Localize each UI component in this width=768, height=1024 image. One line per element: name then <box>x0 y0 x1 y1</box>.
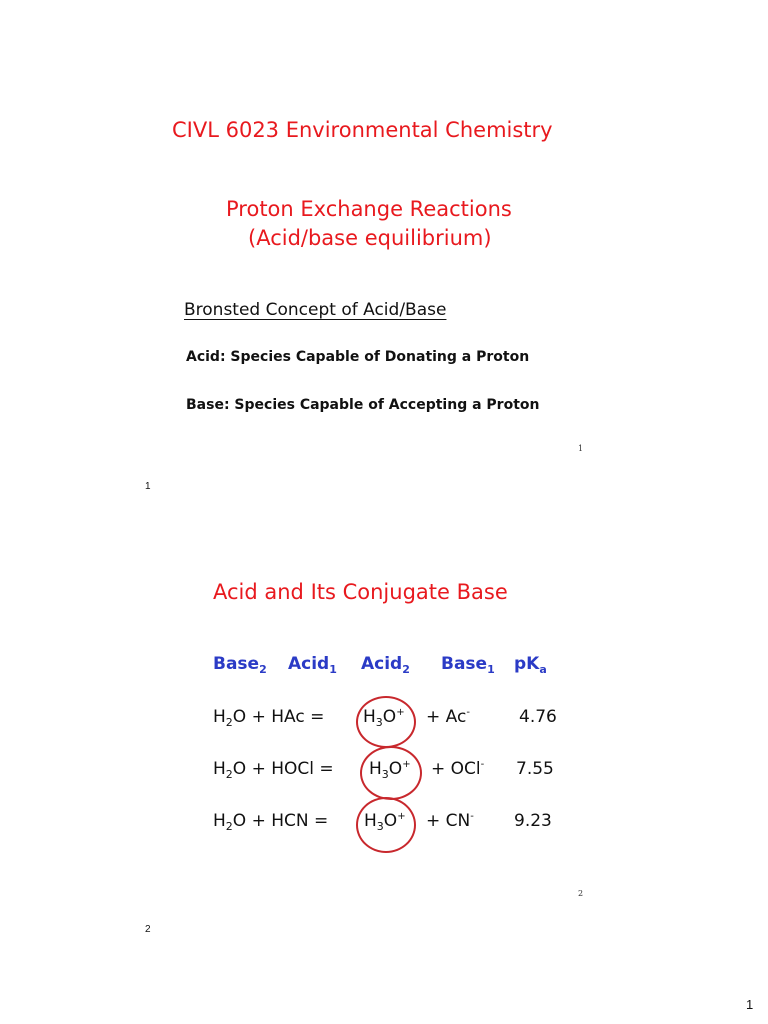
reactants: $H_2O$ + HCN = <box>213 811 329 833</box>
hydronium-ion: $H_3O^+$ <box>364 811 406 833</box>
hydronium-circle <box>356 696 416 748</box>
slide-1-subtitle-line2: (Acid/base equilibrium) <box>248 226 492 250</box>
conjugate-base: + OCl- <box>431 759 485 779</box>
reactants: $H_2O$ + HAc = <box>213 707 325 729</box>
header-acid2: Acid$_2$ <box>361 654 410 676</box>
hydronium-ion: $H_3O^+$ <box>363 707 405 729</box>
header-base2: Base$_2$ <box>213 654 267 676</box>
base-definition: Base: Species Capable of Accepting a Proton <box>186 397 540 413</box>
slide-1-number: 1 <box>578 444 584 453</box>
hydronium-circle <box>356 797 416 853</box>
slide-1-subtitle-line1: Proton Exchange Reactions <box>226 197 512 221</box>
header-acid1: Acid$_1$ <box>288 654 337 676</box>
bronsted-heading: Bronsted Concept of Acid/Base <box>184 300 447 320</box>
slide-2-number: 2 <box>578 889 584 898</box>
hydronium-circle <box>360 746 422 800</box>
slide-2-title: Acid and Its Conjugate Base <box>213 580 508 604</box>
slide-2-page-label: 2 <box>145 924 151 935</box>
reactants: $H_2O$ + HOCl = <box>213 759 334 781</box>
hydronium-ion: $H_3O^+$ <box>369 759 411 781</box>
slide-1-page-label: 1 <box>145 481 151 492</box>
pka-value: 7.55 <box>516 759 554 779</box>
acid-definition: Acid: Species Capable of Donating a Proton <box>186 349 530 365</box>
conjugate-base: + Ac- <box>426 707 470 727</box>
pka-value: 4.76 <box>519 707 557 727</box>
pka-value: 9.23 <box>514 811 552 831</box>
header-pka: $pK_a$ <box>514 654 547 676</box>
conjugate-base: + CN- <box>426 811 474 831</box>
header-base1: Base$_1$ <box>441 654 495 676</box>
document-page-number: 1 <box>746 997 754 1012</box>
slide-1-title: CIVL 6023 Environmental Chemistry <box>172 118 553 142</box>
